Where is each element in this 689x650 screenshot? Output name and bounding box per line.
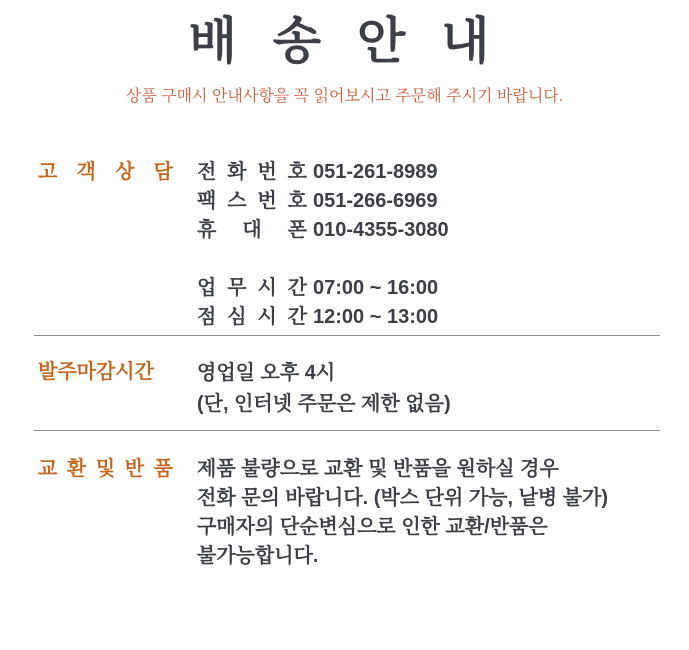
section-order-deadline — [0, 358, 689, 420]
contact-value: 051-266-6969 — [313, 190, 438, 212]
contact-row — [197, 303, 689, 332]
contact-label: 전 화 번 호 — [197, 161, 307, 183]
contact-value: 07:00 ~ 16:00 — [313, 277, 439, 299]
section-customer-service — [0, 158, 689, 332]
section-exchange-return — [0, 455, 689, 571]
text-line: (단, 인터넷 주문은 제한 없음) — [197, 393, 451, 415]
contact-row — [197, 216, 689, 245]
contact-value: 010-4355-3080 — [313, 219, 449, 241]
contact-value: 12:00 ~ 13:00 — [313, 306, 439, 328]
text-line: 전화 문의 바랍니다. (박스 단위 가능, 낱병 불가) — [197, 487, 609, 509]
text-line: 구매자의 단순변심으로 인한 교환/반품은 — [197, 516, 548, 538]
section-label: 고 객 상 담 — [38, 161, 173, 183]
blank-row — [197, 245, 689, 274]
contact-label: 업 무 시 간 — [197, 277, 307, 299]
section-divider — [34, 430, 660, 431]
section-divider — [34, 335, 660, 336]
text-line: 불가능합니다. — [197, 545, 319, 567]
contact-label: 휴 대 폰 — [197, 219, 307, 241]
info-sections — [0, 158, 689, 571]
contact-row — [197, 274, 689, 303]
section-label: 교 환 및 반 품 — [38, 458, 173, 480]
contact-row — [197, 187, 689, 216]
page-title: 배 송 안 내 — [188, 13, 501, 69]
contact-label: 팩 스 번 호 — [197, 190, 307, 212]
section-content — [197, 358, 689, 420]
contact-label: 점 심 시 간 — [197, 306, 307, 328]
contact-row — [197, 158, 689, 187]
text-line: 영업일 오후 4시 — [197, 362, 336, 384]
page-subtitle: 상품 구매시 안내사항을 꼭 읽어보시고 주문해 주시기 바랍니다. — [125, 88, 564, 105]
section-content — [197, 455, 689, 571]
text-line: 제품 불량으로 교환 및 반품을 원하실 경우 — [197, 458, 559, 480]
section-content — [197, 158, 689, 332]
contact-value: 051-261-8989 — [313, 161, 438, 183]
section-label: 발주마감시간 — [38, 361, 154, 383]
